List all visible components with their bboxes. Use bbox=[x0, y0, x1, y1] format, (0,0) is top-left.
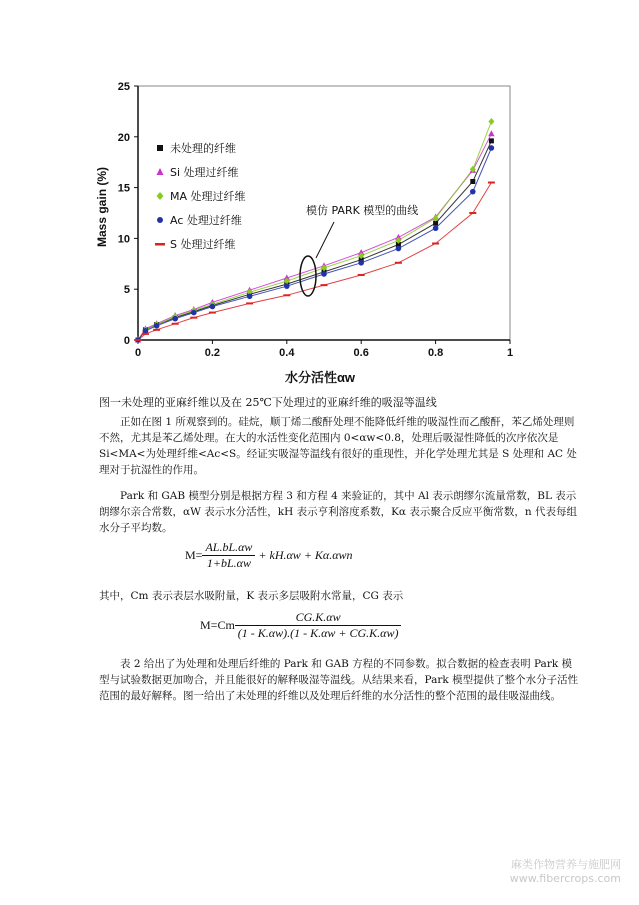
y-tick-label: 25 bbox=[117, 81, 130, 93]
data-point bbox=[172, 323, 179, 325]
watermark-line-1: 麻类作物营养与施肥网 bbox=[511, 858, 621, 871]
data-point bbox=[358, 260, 364, 266]
data-point bbox=[142, 333, 149, 335]
gab-equation-prefix: M=Cm bbox=[200, 618, 235, 632]
legend-marker bbox=[157, 168, 164, 175]
paragraph-2: Park 和 GAB 模型分别是根据方程 3 和方程 4 来验证的，其中 Al 表示朗缪尔流量常数，BL 表示朗缪尔亲合常数，αW 表示水分活性，kH 表示亨利溶度系数，Kα 表示聚合反应平衡常数，n 代表每组水分子平均数。 bbox=[99, 490, 577, 534]
y-tick-label: 0 bbox=[123, 335, 130, 347]
park-equation bbox=[185, 540, 353, 571]
sorption-isotherm-chart bbox=[88, 72, 528, 392]
data-point bbox=[246, 302, 253, 304]
park-equation-prefix: M= bbox=[185, 548, 203, 562]
x-tick-label: 0.4 bbox=[279, 347, 295, 359]
legend-marker bbox=[157, 145, 163, 151]
x-tick-label: 0 bbox=[134, 347, 142, 359]
data-point bbox=[153, 329, 160, 331]
legend-label: Si 处理过纤维 bbox=[170, 166, 239, 179]
data-point bbox=[154, 323, 160, 329]
x-tick-label: 0.8 bbox=[427, 347, 444, 359]
y-tick-label: 15 bbox=[117, 182, 130, 195]
park-denominator: 1+bL.αw bbox=[206, 556, 251, 570]
legend-label: MA 处理过纤维 bbox=[170, 190, 246, 203]
y-tick-label: 20 bbox=[117, 131, 130, 144]
park-equation-tail: + kH.αw + Kα.αwn bbox=[258, 548, 353, 562]
park-numerator: AL.bL.αw bbox=[202, 540, 255, 556]
data-point bbox=[488, 118, 494, 125]
x-tick-label: 1 bbox=[506, 347, 514, 359]
data-point bbox=[469, 212, 476, 214]
data-point bbox=[284, 283, 290, 289]
chart-legend bbox=[155, 141, 246, 251]
legend-label: Ac 处理过纤维 bbox=[170, 214, 242, 227]
data-point bbox=[470, 179, 475, 184]
paragraph-3: 表 2 给出了为处理和处理后纤维的 Park 和 GAB 方程的不同参数。拟合数据的检查表明 Park 模型与试验数据更加吻合，并且能很好的解释吸湿等温线。从结果来看，Park 模型提供了整个水分子活性范围的最好解释。图一给出了未处理的纤维以及处理后纤维的水分活性的整个范围的最佳吸湿曲线。 bbox=[99, 658, 579, 702]
data-point bbox=[433, 225, 439, 231]
gab-equation bbox=[200, 610, 401, 641]
annotation-label: 模仿 PARK 模型的曲线 bbox=[306, 204, 419, 217]
data-point bbox=[283, 294, 290, 296]
data-point bbox=[191, 310, 197, 316]
y-tick-label: 10 bbox=[117, 233, 130, 246]
data-point bbox=[172, 316, 178, 322]
x-tick-label: 0.6 bbox=[353, 347, 369, 359]
data-point bbox=[489, 145, 495, 151]
gab-denominator: (1 - K.αw).(1 - K.αw + CG.K.αw) bbox=[237, 626, 399, 640]
gab-numerator: CG.K.αw bbox=[235, 610, 402, 626]
x-axis-title: 水分活性αw bbox=[284, 370, 356, 385]
legend-label: 未处理的纤维 bbox=[170, 142, 236, 155]
x-tick-label: 0.2 bbox=[204, 347, 221, 359]
data-point bbox=[209, 312, 216, 314]
data-point bbox=[210, 304, 216, 310]
fit-curve bbox=[138, 134, 491, 340]
data-point bbox=[135, 339, 142, 341]
watermark-line-2: www.fibercrops.com bbox=[509, 872, 621, 885]
figure-caption: 图一未处理的亚麻纤维以及在 25℃下处理过的亚麻纤维的吸湿等温线 bbox=[99, 396, 437, 409]
data-point bbox=[432, 242, 439, 244]
data-point bbox=[190, 317, 197, 319]
gab-equation-fraction bbox=[235, 610, 402, 641]
data-point bbox=[358, 274, 365, 276]
data-point bbox=[321, 284, 328, 286]
legend-marker bbox=[157, 217, 163, 223]
sentence-definitions: 其中，Cm 表示表层水吸附量，K 表示多层吸附水常量，CG 表示 bbox=[99, 590, 404, 602]
paragraph-1: 正如在图 1 所观察到的。硅烷，顺丁烯二酸酐处理不能降低纤维的吸湿性而乙酸酐，苯乙烯处理则不然，尤其是苯乙烯处理。在大的水活性变化范围内 0<αw<0.8，处理后吸湿性降低的次序依次是 Si<MA<为处理纤维<Ac<S。经证实吸湿等温线有很好的重现性，并化学处理尤其是 S 处理和 AC 处理对于抗湿性的作用。 bbox=[99, 416, 577, 476]
data-point bbox=[488, 130, 494, 136]
data-point bbox=[247, 294, 253, 300]
data-point bbox=[489, 138, 494, 143]
legend-label: S 处理过纤维 bbox=[170, 238, 236, 251]
annotation-arrow bbox=[316, 222, 334, 258]
park-equation-fraction bbox=[202, 540, 255, 571]
data-point bbox=[396, 246, 402, 252]
data-point bbox=[488, 182, 495, 184]
data-point bbox=[143, 328, 149, 334]
legend-marker bbox=[157, 192, 164, 200]
data-point bbox=[321, 271, 327, 277]
watermark bbox=[510, 856, 621, 885]
y-tick-label: 5 bbox=[123, 284, 130, 297]
legend-marker bbox=[155, 243, 165, 246]
data-point bbox=[470, 189, 476, 195]
y-axis-title: Mass gain (%) bbox=[95, 166, 109, 248]
data-point bbox=[395, 262, 402, 264]
